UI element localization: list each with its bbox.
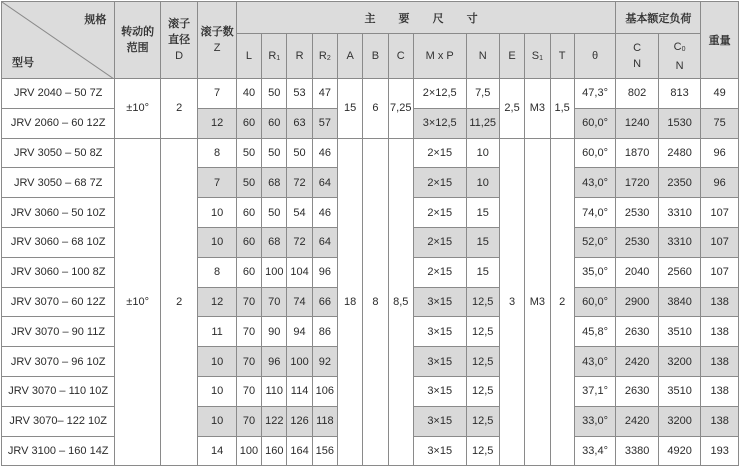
cell-load-c0: 3310 — [658, 227, 701, 257]
cell-load-c0: 3510 — [658, 376, 701, 406]
cell-r: 54 — [287, 198, 312, 228]
cell-r1: 96 — [262, 347, 287, 377]
load-rating-header: 基本额定负荷 — [616, 2, 701, 34]
cell-load-c: 1870 — [616, 138, 659, 168]
cell-mxp: 2×15 — [413, 138, 466, 168]
cell-r: 74 — [287, 287, 312, 317]
cell-mxp: 3×15 — [413, 436, 466, 466]
cell-load-c: 2530 — [616, 227, 659, 257]
cell-theta: 52,0° — [574, 227, 616, 257]
cell-a: 18 — [338, 138, 363, 466]
cell-model: JRV 3070 – 96 10Z — [2, 347, 115, 377]
cell-z: 12 — [198, 287, 236, 317]
cell-model: JRV 3070 – 60 12Z — [2, 287, 115, 317]
cell-r: 72 — [287, 168, 312, 198]
cell-z: 10 — [198, 406, 236, 436]
cell-load-c: 1240 — [616, 108, 659, 138]
cell-theta: 37,1° — [574, 376, 616, 406]
cell-n: 12,5 — [466, 406, 499, 436]
dim-header-t: T — [550, 34, 574, 79]
cell-load-c: 2900 — [616, 287, 659, 317]
cell-r: 114 — [287, 376, 312, 406]
cell-n: 11,25 — [466, 108, 499, 138]
cell-r: 63 — [287, 108, 312, 138]
cell-load-c0: 3200 — [658, 406, 701, 436]
cell-r2: 118 — [312, 406, 337, 436]
dim-header-s1: $S_1$ — [525, 34, 550, 79]
cell-weight: 107 — [701, 198, 739, 228]
cell-l: 60 — [236, 108, 261, 138]
cell-mxp: 3×15 — [413, 406, 466, 436]
cell-z: 10 — [198, 376, 236, 406]
cell-r1: 110 — [262, 376, 287, 406]
cell-r: 94 — [287, 317, 312, 347]
dim-header-r1: $R_1$ — [262, 34, 287, 79]
cell-model: JRV 3050 – 50 8Z — [2, 138, 115, 168]
cell-r1: 68 — [262, 227, 287, 257]
cell-mxp: 3×15 — [413, 376, 466, 406]
cell-r: 50 — [287, 138, 312, 168]
cell-model: JRV 3050 – 68 7Z — [2, 168, 115, 198]
corner-header — [2, 2, 115, 79]
cell-theta: 45,8° — [574, 317, 616, 347]
cell-weight: 49 — [701, 79, 739, 109]
cell-t: 1,5 — [550, 79, 574, 139]
cell-load-c0: 3840 — [658, 287, 701, 317]
cell-z: 7 — [198, 79, 236, 109]
dim-header-e: E — [499, 34, 524, 79]
cell-r1: 100 — [262, 257, 287, 287]
spec-table-container — [1, 1, 739, 471]
cell-load-c: 3380 — [616, 436, 659, 466]
cell-r1: 122 — [262, 406, 287, 436]
cell-l: 70 — [236, 317, 261, 347]
cell-load-c0: 2560 — [658, 257, 701, 287]
cell-mxp: 2×12,5 — [413, 79, 466, 109]
cell-mxp: 2×15 — [413, 198, 466, 228]
roller-diameter-header: 滚子 直径 D — [160, 2, 197, 79]
cell-z: 11 — [198, 317, 236, 347]
cell-theta: 60,0° — [574, 138, 616, 168]
cell-l: 60 — [236, 198, 261, 228]
cell-mxp: 3×15 — [413, 287, 466, 317]
cell-n: 7,5 — [466, 79, 499, 109]
spec-label: 规格 — [84, 14, 107, 26]
cell-rotation: ±10° — [115, 79, 161, 139]
cell-r: 53 — [287, 79, 312, 109]
cell-r1: 50 — [262, 198, 287, 228]
cell-theta: 60,0° — [574, 287, 616, 317]
cell-mxp: 2×15 — [413, 227, 466, 257]
cell-model: JRV 2040 – 50 7Z — [2, 79, 115, 109]
cell-r1: 50 — [262, 138, 287, 168]
cell-model: JRV 2060 – 60 12Z — [2, 108, 115, 138]
cell-n: 10 — [466, 168, 499, 198]
cell-weight: 138 — [701, 406, 739, 436]
cell-theta: 35,0° — [574, 257, 616, 287]
cell-weight: 107 — [701, 257, 739, 287]
cell-model: JRV 3070 – 90 11Z — [2, 317, 115, 347]
cell-load-c: 2630 — [616, 317, 659, 347]
cell-n: 12,5 — [466, 347, 499, 377]
cell-z: 12 — [198, 108, 236, 138]
cell-weight: 193 — [701, 436, 739, 466]
cell-load-c: 2420 — [616, 347, 659, 377]
cell-theta: 43,0° — [574, 347, 616, 377]
cell-load-c0: 4920 — [658, 436, 701, 466]
cell-l: 60 — [236, 257, 261, 287]
cell-weight: 96 — [701, 168, 739, 198]
cell-r2: 86 — [312, 317, 337, 347]
cell-n: 15 — [466, 227, 499, 257]
load-c-header: C N — [616, 34, 659, 79]
cell-r2: 92 — [312, 347, 337, 377]
cell-n: 12,5 — [466, 376, 499, 406]
cell-r: 104 — [287, 257, 312, 287]
cell-model: JRV 3060 – 100 8Z — [2, 257, 115, 287]
cell-t: 2 — [550, 138, 574, 466]
cell-weight: 138 — [701, 317, 739, 347]
cell-roller-diameter: 2 — [160, 138, 197, 466]
cell-l: 40 — [236, 79, 261, 109]
cell-l: 70 — [236, 287, 261, 317]
main-dimensions-header: 主 要 尺 寸 — [236, 2, 616, 34]
cell-load-c0: 813 — [658, 79, 701, 109]
cell-z: 10 — [198, 198, 236, 228]
cell-b: 6 — [363, 79, 388, 139]
cell-r2: 66 — [312, 287, 337, 317]
table-row — [2, 138, 739, 168]
cell-n: 12,5 — [466, 317, 499, 347]
cell-load-c: 1720 — [616, 168, 659, 198]
cell-mxp: 2×15 — [413, 257, 466, 287]
spec-table-body — [2, 79, 739, 466]
cell-load-c: 2630 — [616, 376, 659, 406]
cell-r2: 96 — [312, 257, 337, 287]
dim-header-r2: $R_2$ — [312, 34, 337, 79]
cell-load-c0: 3200 — [658, 347, 701, 377]
cell-s1: M3 — [525, 79, 550, 139]
cell-theta: 60,0° — [574, 108, 616, 138]
cell-c: 7,25 — [388, 79, 413, 139]
cell-model: JRV 3070 – 110 10Z — [2, 376, 115, 406]
cell-load-c0: 1530 — [658, 108, 701, 138]
cell-l: 70 — [236, 406, 261, 436]
cell-l: 60 — [236, 227, 261, 257]
dim-header-a: A — [338, 34, 363, 79]
cell-z: 10 — [198, 347, 236, 377]
cell-l: 100 — [236, 436, 261, 466]
roller-count-header: 滚子数 Z — [198, 2, 236, 79]
cell-n: 10 — [466, 138, 499, 168]
weight-header: 重量 — [701, 2, 739, 79]
cell-r: 100 — [287, 347, 312, 377]
cell-r2: 57 — [312, 108, 337, 138]
cell-rotation: ±10° — [115, 138, 161, 466]
cell-r1: 50 — [262, 79, 287, 109]
cell-mxp: 3×12,5 — [413, 108, 466, 138]
cell-theta: 33,4° — [574, 436, 616, 466]
dim-header-mxp: M x P — [413, 34, 466, 79]
cell-r1: 70 — [262, 287, 287, 317]
rotation-range-header: 转动的 范围 — [115, 2, 161, 79]
cell-load-c: 2530 — [616, 198, 659, 228]
cell-weight: 75 — [701, 108, 739, 138]
cell-load-c0: 3310 — [658, 198, 701, 228]
cell-n: 15 — [466, 257, 499, 287]
cell-l: 70 — [236, 376, 261, 406]
cell-n: 12,5 — [466, 436, 499, 466]
cell-r2: 64 — [312, 227, 337, 257]
cell-z: 8 — [198, 138, 236, 168]
cell-s1: M3 — [525, 138, 550, 466]
cell-n: 15 — [466, 198, 499, 228]
cell-l: 50 — [236, 168, 261, 198]
cell-r: 72 — [287, 227, 312, 257]
dim-header-r: R — [287, 34, 312, 79]
cell-r2: 47 — [312, 79, 337, 109]
cell-load-c0: 2350 — [658, 168, 701, 198]
spec-table — [1, 1, 739, 466]
cell-e: 3 — [499, 138, 524, 466]
cell-model: JRV 3070– 122 10Z — [2, 406, 115, 436]
cell-r: 164 — [287, 436, 312, 466]
table-row — [2, 79, 739, 109]
cell-z: 7 — [198, 168, 236, 198]
cell-mxp: 2×15 — [413, 168, 466, 198]
cell-weight: 96 — [701, 138, 739, 168]
cell-r2: 46 — [312, 198, 337, 228]
dim-header-l: L — [236, 34, 261, 79]
cell-load-c: 802 — [616, 79, 659, 109]
cell-e: 2,5 — [499, 79, 524, 139]
cell-mxp: 3×15 — [413, 317, 466, 347]
cell-load-c: 2420 — [616, 406, 659, 436]
cell-roller-diameter: 2 — [160, 79, 197, 139]
cell-r2: 156 — [312, 436, 337, 466]
cell-weight: 138 — [701, 347, 739, 377]
dim-header-theta: θ — [574, 34, 616, 79]
cell-z: 10 — [198, 227, 236, 257]
load-c0-header: $C_0$ N — [658, 34, 701, 79]
dim-header-c: C — [388, 34, 413, 79]
cell-r2: 106 — [312, 376, 337, 406]
cell-r1: 60 — [262, 108, 287, 138]
cell-a: 15 — [338, 79, 363, 139]
cell-load-c0: 2480 — [658, 138, 701, 168]
model-label: 型号 — [12, 57, 34, 69]
cell-r: 126 — [287, 406, 312, 436]
cell-b: 8 — [363, 138, 388, 466]
cell-model: JRV 3060 – 68 10Z — [2, 227, 115, 257]
cell-model: JRV 3060 – 50 10Z — [2, 198, 115, 228]
dim-header-n: N — [466, 34, 499, 79]
cell-theta: 74,0° — [574, 198, 616, 228]
cell-l: 70 — [236, 347, 261, 377]
cell-r2: 64 — [312, 168, 337, 198]
cell-model: JRV 3100 – 160 14Z — [2, 436, 115, 466]
cell-mxp: 3×15 — [413, 347, 466, 377]
cell-z: 8 — [198, 257, 236, 287]
cell-weight: 138 — [701, 376, 739, 406]
cell-theta: 33,0° — [574, 406, 616, 436]
cell-c: 8,5 — [388, 138, 413, 466]
cell-weight: 138 — [701, 287, 739, 317]
cell-load-c: 2040 — [616, 257, 659, 287]
cell-load-c0: 3510 — [658, 317, 701, 347]
cell-n: 12,5 — [466, 287, 499, 317]
cell-r2: 46 — [312, 138, 337, 168]
cell-z: 14 — [198, 436, 236, 466]
cell-r1: 90 — [262, 317, 287, 347]
cell-weight: 107 — [701, 227, 739, 257]
dim-header-b: B — [363, 34, 388, 79]
cell-theta: 43,0° — [574, 168, 616, 198]
cell-r1: 68 — [262, 168, 287, 198]
cell-r1: 160 — [262, 436, 287, 466]
cell-l: 50 — [236, 138, 261, 168]
cell-theta: 47,3° — [574, 79, 616, 109]
